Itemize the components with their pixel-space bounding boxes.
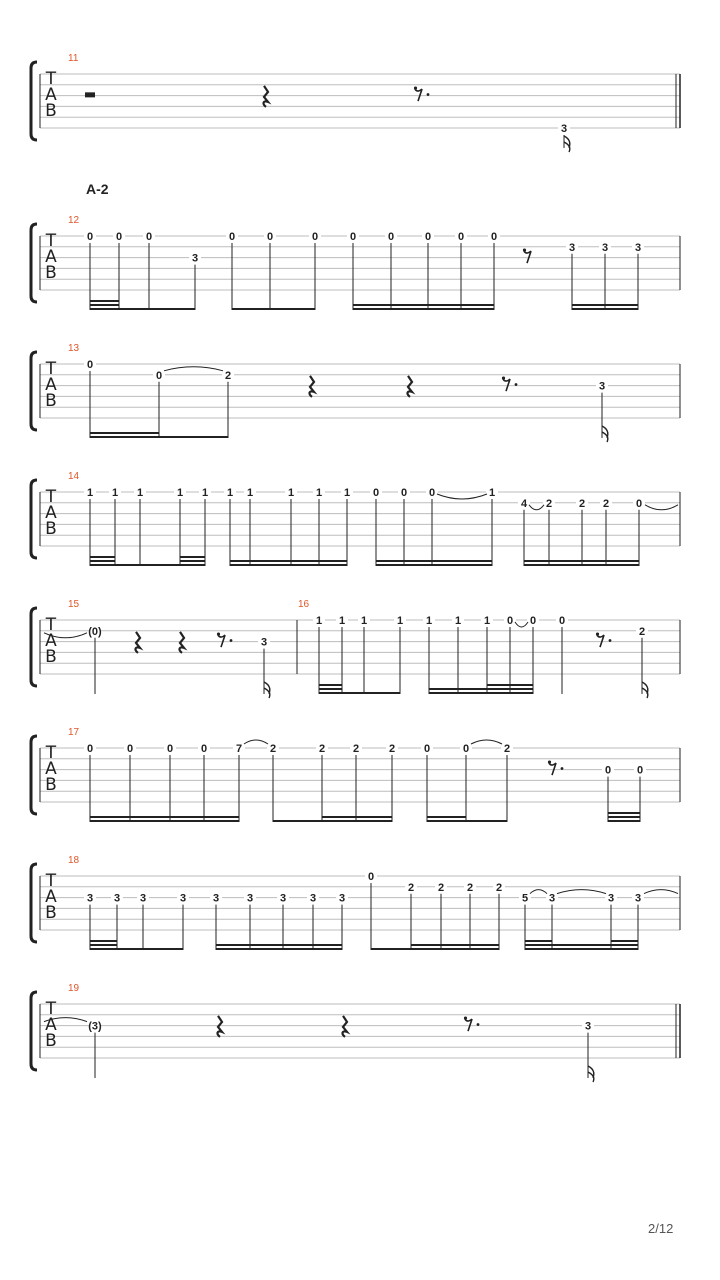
fret-number: 3: [246, 892, 254, 905]
beam: [376, 564, 492, 566]
beam: [90, 940, 117, 942]
fret-number: 1: [425, 615, 433, 627]
fret-number: 1: [488, 487, 496, 499]
beam: [319, 692, 342, 694]
tab-clef-letter: A: [45, 247, 57, 267]
half-rest: [85, 92, 95, 97]
fret-number: 0: [558, 615, 566, 627]
fret-number: 3: [309, 892, 317, 905]
tab-clef-letter: T: [45, 69, 57, 89]
rest-dot: [427, 93, 430, 96]
beam: [487, 692, 533, 694]
fret-number: 0: [166, 743, 174, 755]
fret-number: 0: [635, 497, 643, 510]
fret-number: 3: [560, 123, 568, 135]
quarter-rest: [264, 86, 268, 107]
slur: [644, 890, 678, 894]
fret-number: 3: [584, 1020, 592, 1033]
measure-number: 17: [68, 727, 80, 738]
fret-number: 0: [145, 231, 153, 243]
fret-number: 1: [343, 487, 351, 499]
note-flag: [602, 426, 608, 442]
fret-number: 3: [634, 892, 642, 905]
rest-flag-dot: [502, 376, 505, 379]
tab-clef-letter: T: [45, 615, 57, 635]
quarter-rest: [136, 632, 140, 653]
slur: [529, 505, 544, 510]
fret-number: 2: [224, 369, 232, 382]
fret-number: 0: [490, 231, 498, 243]
beam: [90, 432, 159, 434]
fret-number: 0: [424, 231, 432, 243]
beam: [90, 948, 117, 950]
slur: [557, 890, 606, 894]
fret-number: 3: [212, 892, 220, 905]
beam: [353, 308, 494, 310]
beam: [90, 304, 119, 306]
fret-number: 2: [437, 881, 445, 894]
beam: [90, 564, 115, 566]
beam: [90, 308, 119, 310]
beam: [180, 560, 205, 562]
beam: [322, 820, 392, 822]
note-flag: [588, 1066, 594, 1082]
fret-number: 0: [428, 487, 436, 499]
fret-number: 0: [200, 743, 208, 755]
tab-clef-letter: T: [45, 359, 57, 379]
measure-number: 18: [68, 855, 80, 866]
rest-flag-dot: [217, 632, 220, 635]
fret-number: 0: [400, 487, 408, 499]
fret-number: 3: [279, 892, 287, 905]
fret-number: 1: [226, 487, 234, 499]
page-number: 2/12: [648, 1221, 674, 1236]
tab-clef-letter: B: [45, 391, 57, 411]
beam: [608, 820, 640, 822]
fret-number: (0): [88, 625, 102, 638]
beam: [411, 948, 499, 950]
slur: [530, 890, 547, 894]
fret-number: 1: [111, 487, 119, 499]
fret-number: 0: [228, 231, 236, 243]
tab-clef-letter: A: [45, 631, 57, 651]
fret-number: 1: [396, 615, 404, 627]
fret-number: 1: [315, 487, 323, 499]
tab-clef-letter: T: [45, 999, 57, 1019]
fret-number: 0: [266, 231, 274, 243]
fret-number: 0: [387, 231, 395, 243]
rest-dot: [230, 639, 233, 642]
quarter-rest: [218, 1016, 222, 1037]
beam: [572, 308, 638, 310]
tab-clef-letter: B: [45, 1031, 57, 1051]
fret-number: 3: [113, 892, 121, 905]
quarter-rest: [343, 1016, 347, 1037]
slur: [645, 505, 678, 510]
tab-clef-letter: B: [45, 647, 57, 667]
beam: [487, 684, 533, 686]
tab-system: [31, 471, 680, 566]
fret-number: 2: [269, 743, 277, 755]
fret-number: 3: [338, 892, 346, 905]
rest-dot: [515, 383, 518, 386]
fret-number: 3: [598, 380, 606, 393]
fret-number: 2: [495, 881, 503, 894]
fret-number: 3: [568, 241, 576, 254]
system-bracket: [31, 480, 37, 558]
slur: [515, 622, 528, 627]
beam: [487, 688, 533, 690]
beam: [322, 816, 392, 818]
rest-dot: [561, 767, 564, 770]
quarter-rest: [408, 376, 412, 397]
tab-system: [31, 215, 680, 310]
fret-number: 0: [155, 369, 163, 382]
tab-system: [31, 53, 680, 152]
fret-number: 0: [372, 487, 380, 499]
beam: [230, 564, 347, 566]
tab-system: [31, 855, 680, 950]
system-bracket: [31, 736, 37, 814]
fret-number: 2: [466, 881, 474, 894]
slur: [471, 740, 502, 744]
fret-number: 1: [360, 615, 368, 627]
tab-clef-letter: A: [45, 85, 57, 105]
fret-number: 1: [201, 487, 209, 499]
beam: [180, 564, 205, 566]
beam: [90, 436, 159, 438]
beam: [572, 304, 638, 306]
beam: [525, 948, 552, 950]
tab-clef-letter: A: [45, 503, 57, 523]
beam: [353, 304, 494, 306]
rest-flag-dot: [414, 86, 417, 89]
note-flag: [642, 682, 648, 698]
beam: [90, 300, 119, 302]
fret-number: 1: [338, 615, 346, 627]
beam: [90, 944, 117, 946]
beam: [90, 820, 239, 822]
fret-number: 4: [520, 497, 528, 510]
tab-clef-letter: A: [45, 887, 57, 907]
system-bracket: [31, 992, 37, 1070]
system-bracket: [31, 62, 37, 140]
fret-number: 0: [506, 615, 514, 627]
fret-number: 0: [462, 743, 470, 755]
tab-clef-letter: A: [45, 375, 57, 395]
rest-flag-dot: [548, 760, 551, 763]
beam: [319, 684, 342, 686]
tab-clef-letter: T: [45, 871, 57, 891]
tab-system: [31, 727, 680, 822]
quarter-rest: [310, 376, 314, 397]
fret-number: 0: [636, 764, 644, 777]
fret-number: 1: [483, 615, 491, 627]
fret-number: 0: [311, 231, 319, 243]
system-bracket: [31, 864, 37, 942]
fret-number: 3: [607, 892, 615, 905]
rest-dot: [609, 639, 612, 642]
beam: [216, 948, 342, 950]
fret-number: 2: [602, 497, 610, 510]
fret-number: 0: [529, 615, 537, 627]
beam: [611, 940, 638, 942]
measure-number: 11: [68, 53, 79, 64]
system-bracket: [31, 224, 37, 302]
fret-number: 0: [367, 871, 375, 883]
beam: [216, 944, 342, 946]
fret-number: 0: [457, 231, 465, 243]
fret-number: 0: [115, 231, 123, 243]
beam: [180, 556, 205, 558]
fret-number: 2: [503, 743, 511, 755]
fret-number: 2: [407, 881, 415, 894]
fret-number: 3: [548, 892, 556, 905]
beam: [90, 816, 239, 818]
quarter-rest: [180, 632, 184, 653]
beam: [427, 820, 466, 822]
beam: [611, 948, 638, 950]
beam: [411, 944, 499, 946]
fret-number: 0: [86, 743, 94, 755]
measure-number: 16: [298, 599, 310, 610]
fret-number: 0: [604, 764, 612, 777]
beam: [90, 556, 115, 558]
beam: [230, 560, 347, 562]
fret-number: 1: [454, 615, 462, 627]
beam: [376, 560, 492, 562]
beam: [608, 816, 640, 818]
fret-number: 3: [634, 241, 642, 254]
rest-flag-dot: [596, 632, 599, 635]
tab-clef-letter: A: [45, 1015, 57, 1035]
measure-number: 12: [68, 215, 80, 226]
rest-flag-dot: [523, 248, 526, 251]
fret-number: 3: [86, 892, 94, 905]
measure-number: 15: [68, 599, 80, 610]
fret-number: 1: [246, 487, 254, 499]
beam: [524, 560, 639, 562]
fret-number: 2: [388, 743, 396, 755]
note-flag: [564, 136, 570, 152]
fret-number: 5: [521, 892, 529, 905]
fret-number: 2: [638, 625, 646, 638]
fret-number: 3: [139, 892, 147, 905]
slur: [437, 494, 487, 499]
beam: [525, 944, 552, 946]
beam: [525, 940, 552, 942]
tab-clef-letter: B: [45, 101, 57, 121]
fret-number: 2: [318, 743, 326, 755]
fret-number: 7: [235, 743, 243, 755]
tab-system: [31, 599, 680, 698]
measure-number: 13: [68, 343, 80, 354]
rest-flag-dot: [464, 1016, 467, 1019]
fret-number: 3: [260, 636, 268, 649]
system-bracket: [31, 352, 37, 430]
fret-number: 0: [423, 743, 431, 755]
beam: [524, 564, 639, 566]
fret-number: 1: [86, 487, 94, 499]
tab-system: [31, 343, 680, 442]
fret-number: (3): [88, 1020, 102, 1033]
beam: [232, 308, 315, 310]
tab-clef-letter: A: [45, 759, 57, 779]
fret-number: 3: [601, 241, 609, 254]
fret-number: 3: [179, 892, 187, 905]
tab-clef-letter: T: [45, 743, 57, 763]
beam: [427, 816, 466, 818]
fret-number: 2: [578, 497, 586, 510]
tab-clef-letter: T: [45, 487, 57, 507]
fret-number: 2: [545, 497, 553, 510]
fret-number: 1: [287, 487, 295, 499]
note-flag: [264, 682, 270, 698]
fret-number: 1: [136, 487, 144, 499]
fret-number: 0: [126, 743, 134, 755]
slur: [164, 367, 223, 371]
tab-system: [31, 983, 680, 1082]
tab-clef-letter: B: [45, 903, 57, 923]
beam: [90, 560, 115, 562]
tab-clef-letter: T: [45, 231, 57, 251]
fret-number: 3: [191, 252, 199, 265]
system-bracket: [31, 608, 37, 686]
rest-dot: [477, 1023, 480, 1026]
fret-number: 0: [86, 359, 94, 371]
fret-number: 0: [349, 231, 357, 243]
fret-number: 1: [315, 615, 323, 627]
beam: [611, 944, 638, 946]
fret-number: 0: [86, 231, 94, 243]
section-label: A-2: [86, 181, 109, 197]
fret-number: 1: [176, 487, 184, 499]
tab-clef-letter: B: [45, 519, 57, 539]
beam: [608, 812, 640, 814]
tab-clef-letter: B: [45, 263, 57, 283]
beam: [319, 688, 342, 690]
fret-number: 2: [352, 743, 360, 755]
measure-number: 19: [68, 983, 80, 994]
slur: [244, 740, 268, 744]
tab-clef-letter: B: [45, 775, 57, 795]
measure-number: 14: [68, 471, 80, 482]
